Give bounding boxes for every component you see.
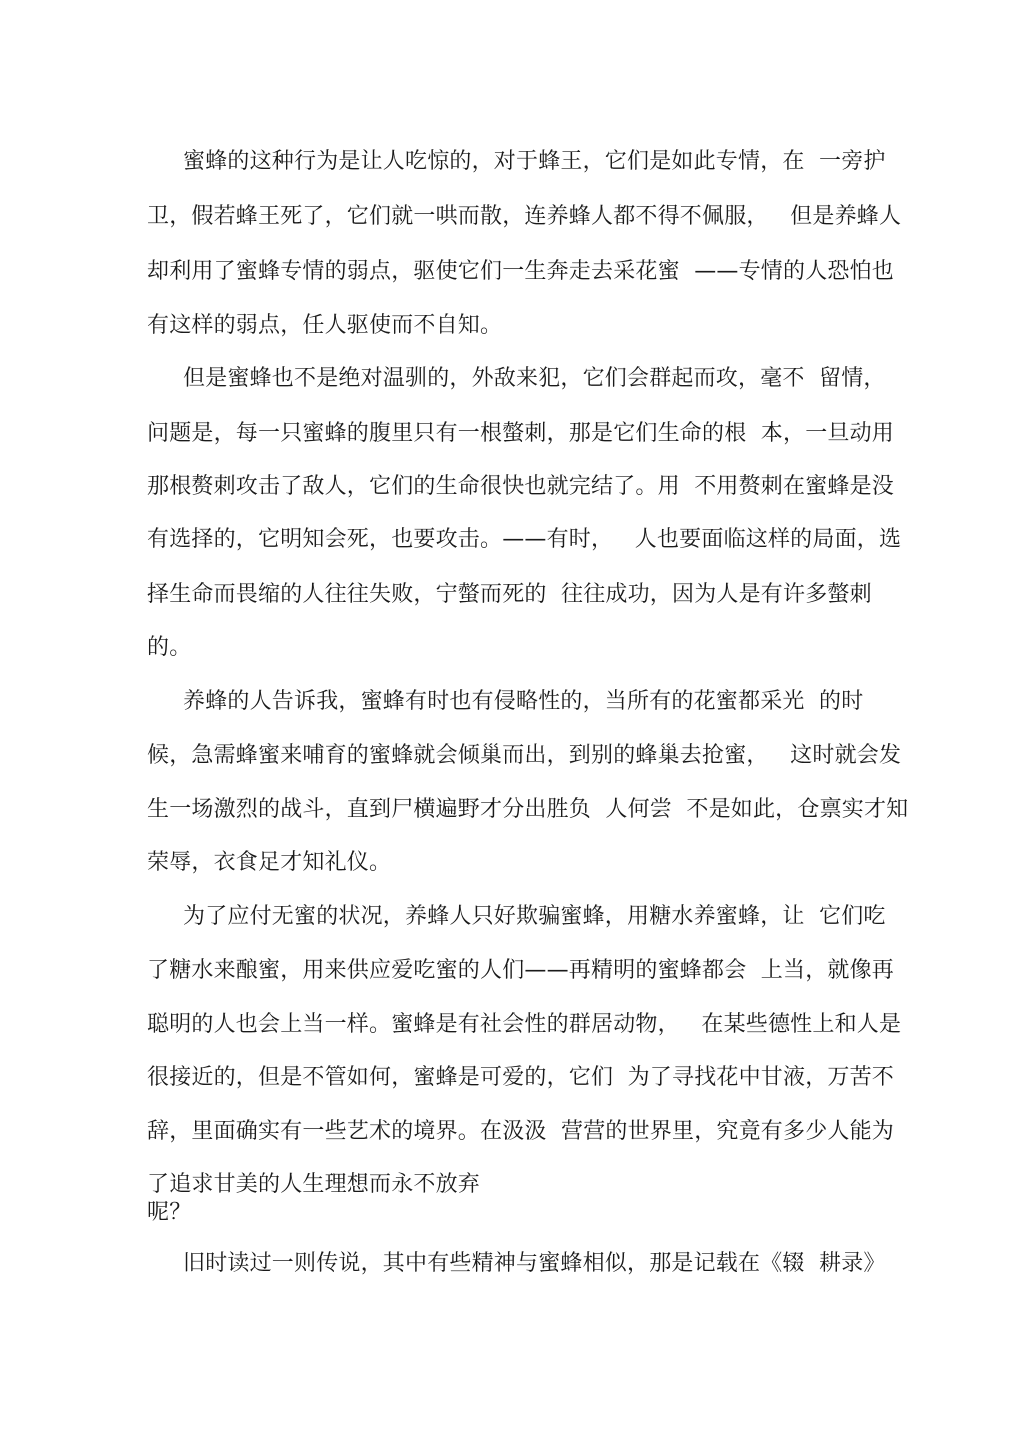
paragraph-1-line-2: 卫，假若蜂王死了，它们就一哄而散，连养蜂人都不得不佩服， 但是养蜂人 bbox=[147, 204, 902, 229]
paragraph-4-line-4: 很接近的，但是不管如何，蜜蜂是可爱的，它们 为了寻找花中甘液，万苦不 bbox=[147, 1065, 894, 1090]
paragraph-2-line-5: 择生命而畏缩的人往往失败，宁螫而死的 往往成功，因为人是有许多螫刺 bbox=[147, 582, 872, 607]
paragraph-1-line-3: 却利用了蜜蜂专情的弱点，驱使它们一生奔走去采花蜜 ——专情的人恐怕也 bbox=[147, 259, 894, 284]
paragraph-2-line-4: 有选择的，它明知会死，也要攻击。——有时， 人也要面临这样的局面，选 bbox=[147, 527, 902, 552]
paragraph-2-line-1: 但是蜜蜂也不是绝对温驯的，外敌来犯，它们会群起而攻，毫不 留情， bbox=[183, 366, 886, 391]
paragraph-1-line-4: 有这样的弱点，任人驱使而不自知。 bbox=[147, 313, 503, 338]
paragraph-3-line-3: 生一场激烈的战斗，直到尸横遍野才分出胜负 人何尝 不是如此，仓禀实才知 bbox=[147, 797, 909, 822]
paragraph-1-line-1: 蜜蜂的这种行为是让人吃惊的，对于蜂王，它们是如此专情，在 一旁护 bbox=[183, 149, 886, 174]
paragraph-4-line-2: 了糖水来酿蜜，用来供应爱吃蜜的人们——再精明的蜜蜂都会 上当，就像再 bbox=[147, 958, 894, 983]
paragraph-4-line-3: 聪明的人也会上当一样。蜜蜂是有社会性的群居动物， 在某些德性上和人是 bbox=[147, 1012, 902, 1037]
paragraph-3-line-1: 养蜂的人告诉我，蜜蜂有时也有侵略性的，当所有的花蜜都采光 的时 bbox=[183, 689, 864, 714]
paragraph-4-line-1: 为了应付无蜜的状况，养蜂人只好欺骗蜜蜂，用糖水养蜜蜂，让 它们吃 bbox=[183, 904, 886, 929]
paragraph-4-line-6: 了追求甘美的人生理想而永不放弃 bbox=[147, 1172, 481, 1197]
paragraph-2-line-2: 问题是，每一只蜜蜂的腹里只有一根螫刺，那是它们生命的根 本，一旦动用 bbox=[147, 421, 894, 446]
paragraph-4-line-7: 呢？ bbox=[147, 1200, 192, 1225]
paragraph-2-line-6: 的。 bbox=[147, 635, 192, 660]
paragraph-4-line-5: 辞，里面确实有一些艺术的境界。在汲汲 营营的世界里，究竟有多少人能为 bbox=[147, 1119, 894, 1144]
paragraph-3-line-4: 荣辱，衣食足才知礼仪。 bbox=[147, 850, 392, 875]
paragraph-2-line-3: 那根赘刺攻击了敌人，它们的生命很快也就完结了。用 不用赘刺在蜜蜂是没 bbox=[147, 474, 894, 499]
paragraph-5-line-1: 旧时读过一则传说，其中有些精神与蜜蜂相似，那是记载在《辍 耕录》 bbox=[183, 1251, 886, 1276]
paragraph-3-line-2: 候，急需蜂蜜来哺育的蜜蜂就会倾巢而出，到别的蜂巢去抢蜜， 这时就会发 bbox=[147, 743, 902, 768]
